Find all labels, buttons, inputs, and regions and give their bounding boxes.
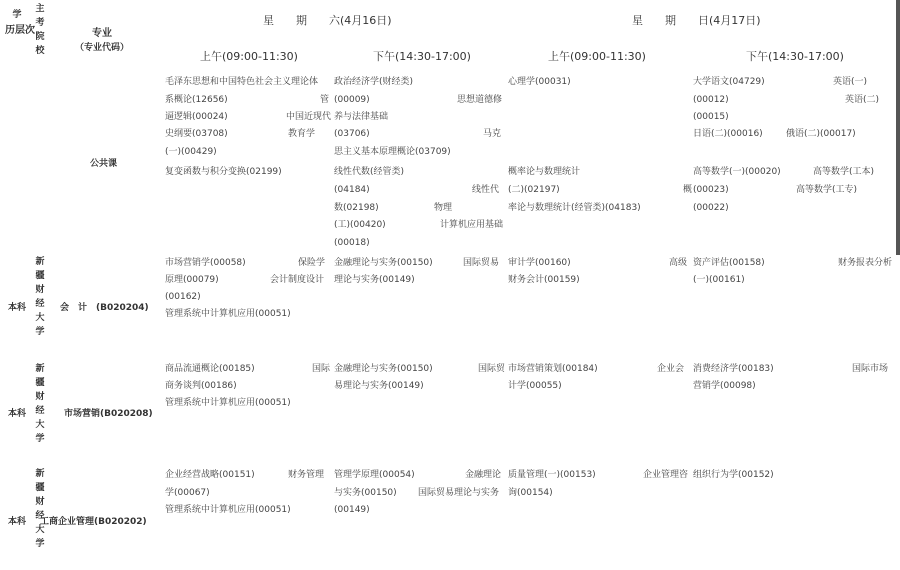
slot-sat-am: 上午(09:00-11:30) xyxy=(200,50,298,63)
cell: 市场营销策划(00184) xyxy=(508,364,598,374)
cell: 市场营销学(00058) xyxy=(165,258,246,268)
cell: 国际贸 xyxy=(478,364,506,374)
slot-sun-am: 上午(09:00-11:30) xyxy=(548,50,646,63)
cell: 财务管理 xyxy=(288,470,325,480)
cell: 与实务(00150) xyxy=(334,488,397,498)
cell: 计算机应用基础 xyxy=(440,220,504,230)
cell: 审计学(00160) xyxy=(508,258,571,268)
cell: 企业管理咨 xyxy=(643,470,689,480)
cell: (04184) xyxy=(334,185,370,195)
cell: 学(00067) xyxy=(165,488,210,498)
cell: 金融理论 xyxy=(465,470,502,480)
cell: 系概论(12656) xyxy=(165,95,228,105)
cell: 俄语(二)(00017) xyxy=(786,129,856,139)
cell: 高等数学(工专) xyxy=(796,185,858,195)
major-name: 工商企业管理(B020202) xyxy=(40,517,147,527)
cell: (03706) xyxy=(334,129,370,139)
cell: 理论与实务(00149) xyxy=(334,275,415,285)
cell: 管理学原理(00054) xyxy=(334,470,415,480)
major-level: 本科 xyxy=(8,303,27,313)
cell: 逼逻辑(00024) xyxy=(165,112,228,122)
cell: 物理 xyxy=(434,203,453,213)
cell: 国际 xyxy=(312,364,331,374)
cell: 国际贸易 xyxy=(463,258,500,268)
cell: (00018) xyxy=(334,238,370,248)
header-school: 主考院校 xyxy=(35,4,45,56)
header-major-title: 专业 xyxy=(92,28,112,39)
cell: (00149) xyxy=(334,505,370,515)
cell: 管理系统中计算机应用(00051) xyxy=(165,398,291,408)
major-school: 新疆财经大学 xyxy=(35,364,45,444)
cell: 组织行为学(00152) xyxy=(693,470,774,480)
cell: 思想道德修 xyxy=(457,95,503,105)
cell: 英语(二) xyxy=(845,95,880,105)
cell: 财务报表分析 xyxy=(838,258,893,268)
cell: 质量管理(一)(00153) xyxy=(508,470,596,480)
cell: (00015) xyxy=(693,112,729,122)
scrollbar[interactable] xyxy=(896,0,900,255)
cell: 概 xyxy=(683,185,693,195)
cell: 大学语文(04729) xyxy=(693,77,765,87)
cell: 日语(二)(00016) xyxy=(693,129,763,139)
cell: 马克 xyxy=(483,129,502,139)
cell: 线性代数(经管类) xyxy=(334,167,405,177)
cell: 营销学(00098) xyxy=(693,381,756,391)
cell: 高等数学(一)(00020) xyxy=(693,167,781,177)
cell: 数(02198) xyxy=(334,203,379,213)
public-label: 公共课 xyxy=(90,159,118,169)
cell: (00012) xyxy=(693,95,729,105)
cell: (二)(02197) xyxy=(508,185,560,195)
cell: 金融理论与实务(00150) xyxy=(334,258,433,268)
cell: 消费经济学(00183) xyxy=(693,364,774,374)
cell: 率论与数理统计(经管类)(04183) xyxy=(508,203,641,213)
major-school: 新疆财经大学 xyxy=(35,257,45,337)
cell: 保险学 xyxy=(298,258,326,268)
cell: 原理(00079) xyxy=(165,275,219,285)
header-day2: 星 期 日(4月17日) xyxy=(632,14,761,27)
cell: 商品流通概论(00185) xyxy=(165,364,255,374)
cell: 管 xyxy=(320,95,330,105)
header-level: 历层次 xyxy=(5,25,35,36)
cell: 高级 xyxy=(669,258,688,268)
cell: (工)(00420) xyxy=(334,220,386,230)
cell: 资产评估(00158) xyxy=(693,258,765,268)
major-name: 市场营销(B020208) xyxy=(64,409,153,419)
cell: 易理论与实务(00149) xyxy=(334,381,424,391)
cell: 史纲要(03708) xyxy=(165,129,228,139)
cell: (00022) xyxy=(693,203,729,213)
cell: 思主义基本原理概论(03709) xyxy=(334,147,451,157)
cell: 中国近现代 xyxy=(286,112,332,122)
major-level: 本科 xyxy=(8,517,27,527)
cell: 毛泽东思想和中国特色社会主义理论体 xyxy=(165,77,319,87)
cell: 询(00154) xyxy=(508,488,553,498)
cell: (00162) xyxy=(165,292,201,302)
cell: 线性代 xyxy=(472,185,500,195)
cell: 计学(00055) xyxy=(508,381,562,391)
cell: (一)(00429) xyxy=(165,147,217,157)
cell: 企业经营战略(00151) xyxy=(165,470,255,480)
cell: 管理系统中计算机应用(00051) xyxy=(165,309,291,319)
cell: 养与法律基础 xyxy=(334,112,389,122)
cell: 管理系统中计算机应用(00051) xyxy=(165,505,291,515)
cell: 政治经济学(财经类) xyxy=(334,77,414,87)
major-level: 本科 xyxy=(8,409,27,419)
cell: 高等数学(工本) xyxy=(813,167,875,177)
cell: 英语(一) xyxy=(833,77,868,87)
cell: 教育学 xyxy=(288,129,316,139)
slot-sat-pm: 下午(14:30-17:00) xyxy=(373,50,471,63)
header-major-sub: （专业代码） xyxy=(75,43,130,53)
cell: 心理学(00031) xyxy=(508,77,571,87)
header-day1: 星 期 六(4月16日) xyxy=(263,14,392,27)
cell: 复变函数与积分变换(02199) xyxy=(165,167,282,177)
cell: 企业会 xyxy=(657,364,685,374)
cell: (00023) xyxy=(693,185,729,195)
cell: (一)(00161) xyxy=(693,275,745,285)
cell: 会计制度设计 xyxy=(270,275,325,285)
cell: 国际贸易理论与实务 xyxy=(418,488,500,498)
major-name: 会 计 (B020204) xyxy=(60,303,149,313)
major-school: 新疆财经大学 xyxy=(35,469,45,549)
cell: 商务谈判(00186) xyxy=(165,381,237,391)
cell: 财务会计(00159) xyxy=(508,275,580,285)
slot-sun-pm: 下午(14:30-17:00) xyxy=(746,50,844,63)
cell: (00009) xyxy=(334,95,370,105)
header-first-char: 学 xyxy=(12,10,22,20)
cell: 概率论与数理统计 xyxy=(508,167,581,177)
cell: 金融理论与实务(00150) xyxy=(334,364,433,374)
cell: 国际市场 xyxy=(852,364,889,374)
